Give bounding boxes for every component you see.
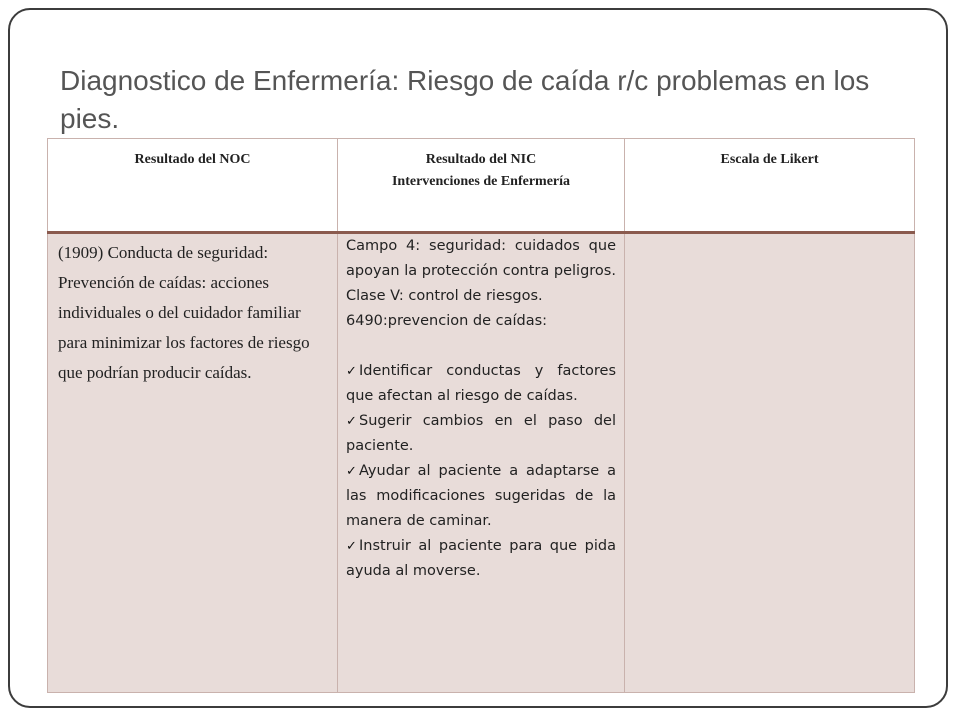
list-item-text: Instruir al paciente para que pida ayuda al moverse. xyxy=(346,538,616,579)
list-item xyxy=(346,359,616,409)
header-nic-line1: Resultado del NIC xyxy=(425,152,537,167)
nursing-care-table xyxy=(47,138,915,693)
checkmark-icon: ✓ xyxy=(346,539,357,554)
nic-cell xyxy=(338,233,625,693)
checkmark-icon: ✓ xyxy=(346,464,357,479)
list-item xyxy=(346,459,616,534)
header-noc: Resultado del NOC xyxy=(48,139,338,233)
nursing-care-table-container xyxy=(47,138,914,693)
nic-campo: Campo 4: seguridad: cuidados que apoyan la protección contra peligros. xyxy=(346,238,616,279)
nic-clase: Clase V: control de riesgos. xyxy=(346,288,543,304)
likert-cell xyxy=(625,233,915,693)
header-nic xyxy=(338,139,625,233)
list-item xyxy=(346,409,616,459)
slide-title: Diagnostico de Enfermería: Riesgo de caída r/c problemas en los pies. xyxy=(60,65,870,134)
header-nic-line2: Intervenciones de Enfermería xyxy=(391,174,571,189)
list-item-text: Sugerir cambios en el paso del paciente. xyxy=(346,413,616,454)
checkmark-icon: ✓ xyxy=(346,364,357,379)
table-row xyxy=(48,233,915,693)
nic-spacer xyxy=(346,334,616,359)
list-item-text: Ayudar al paciente a adaptarse a las modificaciones sugeridas de la manera de caminar. xyxy=(346,463,616,529)
list-item-text: Identificar conductas y factores que afectan al riesgo de caídas. xyxy=(346,363,616,404)
header-likert: Escala de Likert xyxy=(625,139,915,233)
table-header-row xyxy=(48,139,915,233)
list-item xyxy=(346,534,616,584)
checkmark-icon: ✓ xyxy=(346,414,357,429)
nic-bullet-list xyxy=(346,359,616,584)
noc-cell: (1909) Conducta de seguridad: Prevención de caídas: acciones individuales o del cuidador familiar para minimizar los factores de riesgo que podrían producir caídas. xyxy=(48,233,338,693)
nic-intervencion: 6490:prevencion de caídas: xyxy=(346,313,548,329)
